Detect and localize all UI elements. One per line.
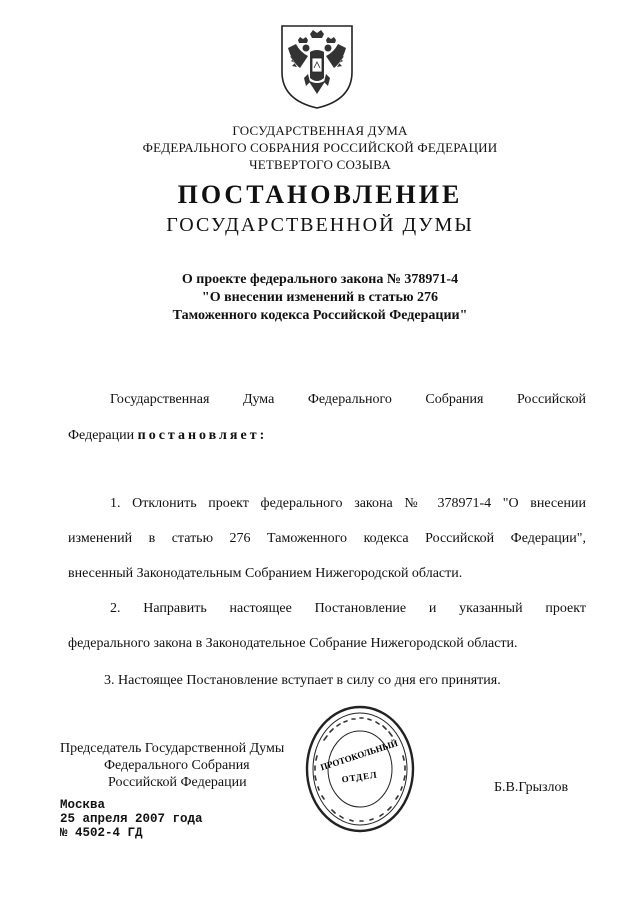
preamble-line-1: Государственная Дума Федерального Собрания Российской [110, 392, 586, 407]
header-line-2: ФЕДЕРАЛЬНОГО СОБРАНИЯ РОССИЙСКОЙ ФЕДЕРАЦИИ [142, 140, 498, 155]
header-line-1: ГОСУДАРСТВЕННАЯ ДУМА [232, 123, 408, 138]
subject-line-2: "О внесении изменений в статью 276 [201, 290, 439, 305]
item-1-line-2: изменений в статью 276 Таможенного кодекса Российской Федерации", [68, 531, 586, 546]
header-line-3: ЧЕТВЕРТОГО СОЗЫВА [249, 157, 391, 172]
document-title: ПОСТАНОВЛЕНИЕ [177, 180, 463, 209]
official-seal [304, 704, 416, 834]
footer-number: № 4502-4 ГД [60, 826, 143, 840]
subject-line-3: Таможенного кодекса Российской Федерации" [172, 308, 468, 323]
seal-text-bottom: ОТДЕЛ [340, 769, 379, 785]
signer-line-2: Федерального Собрания [104, 758, 250, 773]
seal-text-top: ПРОТОКОЛЬНЫЙ [319, 737, 399, 773]
item-3: 3. Настоящее Постановление вступает в силу со дня его принятия. [104, 673, 501, 688]
preamble-line-2 [68, 428, 586, 444]
document-header [0, 122, 640, 173]
document-footer [60, 798, 203, 840]
preamble-start: Федерации [68, 428, 138, 443]
item-2-line-2: федерального закона в Законодательное Собрание Нижегородской области. [68, 636, 518, 651]
footer-date: 25 апреля 2007 года [60, 812, 203, 826]
item-1-line-3: внесенный Законодательным Собранием Нижегородской области. [68, 566, 463, 581]
subject-line-1: О проекте федерального закона № 378971-4 [181, 272, 459, 287]
signer-line-1: Председатель Государственной Думы [60, 741, 285, 756]
signer-line-3: Российской Федерации [108, 775, 247, 790]
item-2-line-1: 2. Направить настоящее Постановление и указанный проект [110, 601, 586, 616]
item-1-line-1: 1. Отклонить проект федерального закона № 378971-4 "О внесении [110, 496, 586, 511]
coat-of-arms-icon [278, 22, 356, 110]
signer-block [60, 740, 284, 791]
document-subtitle: ГОСУДАРСТВЕННОЙ ДУМЫ [166, 214, 474, 236]
document-subject [0, 271, 640, 325]
footer-city: Москва [60, 798, 106, 812]
preamble-decree: постановляет: [137, 428, 268, 443]
signer-name: Б.В.Грызлов [494, 780, 569, 795]
